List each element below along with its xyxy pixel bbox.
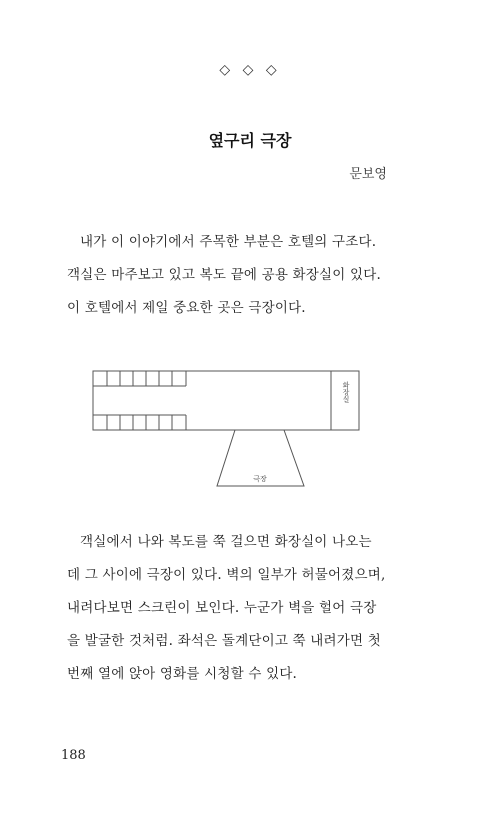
paragraph-line: 을 발굴한 것처럼. 좌석은 돌계단이고 쭉 내려가면 첫 bbox=[67, 633, 381, 649]
top-rooms bbox=[107, 371, 186, 386]
page-number: 188 bbox=[61, 748, 86, 763]
paragraph-1 bbox=[67, 226, 389, 325]
paragraph-line: 이 호텔에서 제일 중요한 곳은 극장이다. bbox=[67, 300, 306, 316]
paragraph-line: 내가 이 이야기에서 주목한 부분은 호텔의 구조다. bbox=[80, 234, 377, 250]
bottom-rooms bbox=[107, 415, 186, 430]
paragraph-line: 데 그 사이에 극장이 있다. 벽의 일부가 허물어졌으며, bbox=[67, 567, 386, 583]
theater-label: 극장 bbox=[253, 475, 267, 483]
restroom-label: 화장실 bbox=[342, 381, 350, 403]
author-name: 문보영 bbox=[349, 167, 387, 182]
paragraph-line: 객실에서 나와 복도를 쭉 걸으면 화장실이 나오는 bbox=[80, 534, 372, 550]
chapter-title: 옆구리 극장 bbox=[208, 131, 292, 150]
section-ornament: ◇ ◇ ◇ bbox=[219, 62, 281, 78]
paragraph-line: 내려다보면 스크린이 보인다. 누군가 벽을 헐어 극장 bbox=[67, 600, 377, 616]
paragraph-line: 번째 열에 앉아 영화를 시청할 수 있다. bbox=[67, 666, 298, 682]
paragraph-line: 객실은 마주보고 있고 복도 끝에 공용 화장실이 있다. bbox=[67, 267, 381, 283]
paragraph-2 bbox=[67, 526, 389, 691]
hotel-floor-plan bbox=[90, 368, 360, 490]
